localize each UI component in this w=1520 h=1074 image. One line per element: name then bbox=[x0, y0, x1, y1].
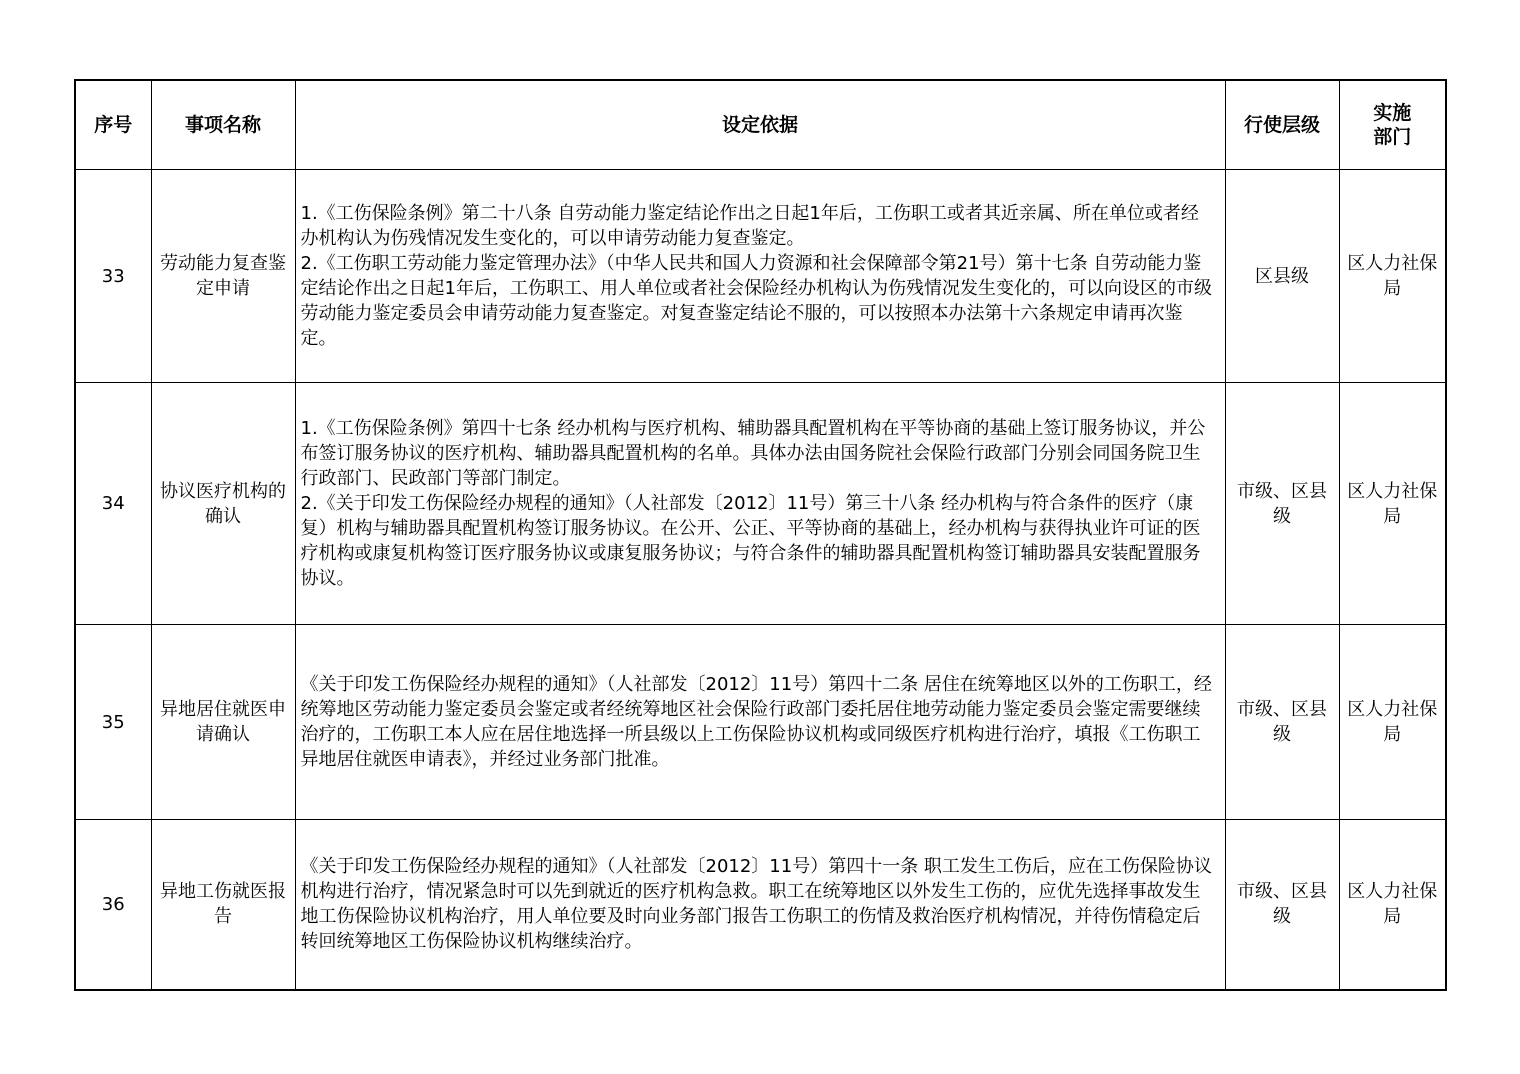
implementing-dept: 区人力社保局 bbox=[1339, 820, 1446, 990]
basis-paragraph: 1.《工伤保险条例》第二十八条 自劳动能力鉴定结论作出之日起1年后，工伤职工或者其近亲属、所在单位或者经办机构认为伤残情况发生变化的，可以申请劳动能力复查鉴定。 bbox=[300, 203, 1199, 249]
implementing-dept: 区人力社保局 bbox=[1339, 383, 1446, 625]
basis-paragraph: 2.《工伤职工劳动能力鉴定管理办法》（中华人民共和国人力资源和社会保障部令第21号）第十七条 自劳动能力鉴定结论作出之日起1年后，工伤职工、用人单位或者社会保险经办机构认为伤残情况发生变化的，可以向设区的市级劳动能力鉴定委员会申请劳动能力复查鉴定。对复查鉴定结论不服的，可以按照本办法第十六条规定申请再次鉴定。 bbox=[300, 253, 1212, 349]
legal-basis bbox=[295, 383, 1225, 625]
item-name: 协议医疗机构的确认 bbox=[151, 383, 295, 625]
item-name: 异地工伤就医报告 bbox=[151, 820, 295, 990]
row-number: 36 bbox=[75, 820, 151, 990]
header-dept-line1: 实施 bbox=[1373, 102, 1412, 124]
items-table bbox=[74, 79, 1447, 991]
exercise-level: 市级、区县级 bbox=[1225, 625, 1339, 820]
exercise-level: 市级、区县级 bbox=[1225, 820, 1339, 990]
legal-basis bbox=[295, 170, 1225, 383]
implementing-dept: 区人力社保局 bbox=[1339, 170, 1446, 383]
header-row bbox=[75, 80, 1446, 170]
item-name: 劳动能力复查鉴定申请 bbox=[151, 170, 295, 383]
exercise-level: 市级、区县级 bbox=[1225, 383, 1339, 625]
exercise-level: 区县级 bbox=[1225, 170, 1339, 383]
row-number: 33 bbox=[75, 170, 151, 383]
row-number: 35 bbox=[75, 625, 151, 820]
table-row bbox=[75, 625, 1446, 820]
item-name: 异地居住就医申请确认 bbox=[151, 625, 295, 820]
header-dept bbox=[1339, 80, 1446, 170]
header-name: 事项名称 bbox=[151, 80, 295, 170]
basis-paragraph: 《关于印发工伤保险经办规程的通知》（人社部发〔2012〕11号）第四十二条 居住在统筹地区以外的工伤职工，经统筹地区劳动能力鉴定委员会鉴定或者经统筹地区社会保险行政部门委托居住地劳动能力鉴定委员会鉴定需要继续治疗的，工伤职工本人应在居住地选择一所县级以上工伤保险协议机构或同级医疗机构进行治疗，填报《工伤职工异地居住就医申请表》，并经过业务部门批准。 bbox=[300, 674, 1212, 770]
implementing-dept: 区人力社保局 bbox=[1339, 625, 1446, 820]
basis-paragraph: 《关于印发工伤保险经办规程的通知》（人社部发〔2012〕11号）第四十一条 职工发生工伤后，应在工伤保险协议机构进行治疗，情况紧急时可以先到就近的医疗机构急救。职工在统筹地区以外发生工伤的，应优先选择事故发生地工伤保险协议机构治疗，用人单位要及时向业务部门报告工伤职工的伤情及救治医疗机构情况，并待伤情稳定后转回统筹地区工伤保险协议机构继续治疗。 bbox=[300, 856, 1212, 953]
legal-basis bbox=[295, 625, 1225, 820]
header-level: 行使层级 bbox=[1225, 80, 1339, 170]
basis-paragraph: 1.《工伤保险条例》第四十七条 经办机构与医疗机构、辅助器具配置机构在平等协商的基础上签订服务协议，并公布签订服务协议的医疗机构、辅助器具配置机构的名单。具体办法由国务院社会保险行政部门分别会同国务院卫生行政部门、民政部门等部门制定。 bbox=[300, 418, 1206, 489]
header-no: 序号 bbox=[75, 80, 151, 170]
header-dept-line2: 部门 bbox=[1373, 126, 1412, 148]
header-basis: 设定依据 bbox=[295, 80, 1225, 170]
table-row bbox=[75, 820, 1446, 990]
basis-paragraph: 2.《关于印发工伤保险经办规程的通知》（人社部发〔2012〕11号）第三十八条 经办机构与符合条件的医疗（康复）机构与辅助器具配置机构签订服务协议。在公开、公正、平等协商的基础上，经办机构与获得执业许可证的医疗机构或康复机构签订医疗服务协议或康复服务协议；与符合条件的辅助器具配置机构签订辅助器具安装配置服务协议。 bbox=[300, 493, 1201, 589]
legal-basis bbox=[295, 820, 1225, 990]
row-number: 34 bbox=[75, 383, 151, 625]
table-row bbox=[75, 170, 1446, 383]
table-row bbox=[75, 383, 1446, 625]
